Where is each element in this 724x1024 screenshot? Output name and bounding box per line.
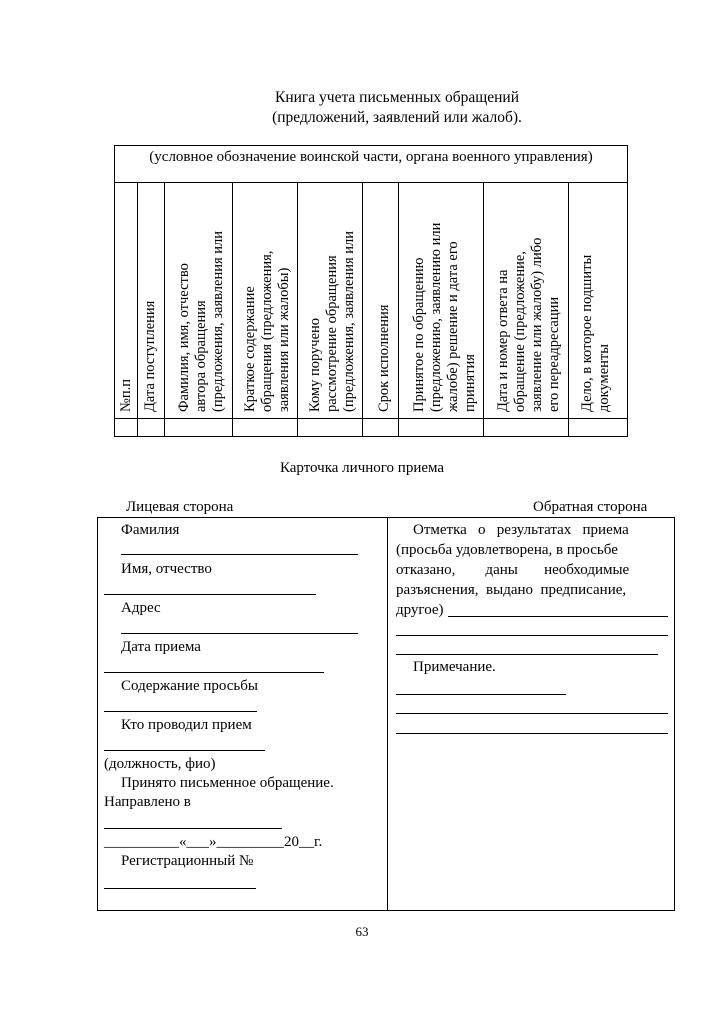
col-header-response: Дата и номер ответа на обращение (предложение, заявление или жалобу) либо его переадресации — [495, 237, 562, 412]
sent-to-label: Направлено в — [104, 794, 191, 810]
back-line5: другое) — [396, 602, 444, 618]
address-line — [121, 633, 358, 634]
col-header-number: №п.п — [118, 379, 134, 412]
col-header-assigned-to: Кому поручено рассмотрение обращения (предложения, заявления или — [307, 230, 357, 412]
note-label: Примечание. — [413, 659, 496, 675]
address-label: Адрес — [121, 600, 161, 616]
date-label: Дата приема — [121, 639, 201, 655]
col-divider — [483, 183, 484, 437]
back-line4: разъяснения, выдано предписание, — [396, 582, 627, 598]
back-line3: отказано, даны необходимые — [396, 562, 630, 578]
back-line1: Отметка о результатах приема — [413, 522, 629, 538]
note-line — [396, 713, 668, 714]
back-fill-line — [448, 616, 668, 617]
card-title: Карточка личного приема — [279, 460, 445, 476]
name-line — [104, 594, 316, 595]
col-header-summary: Краткое содержание обращения (предложения, заявления или жалобы) — [242, 250, 292, 412]
col-header-deadline: Срок исполнения — [376, 304, 392, 412]
back-side-label: Обратная сторона — [533, 499, 648, 515]
date-line — [104, 672, 324, 673]
table-header: (условное обозначение воинской части, органа военного управления) — [114, 145, 628, 183]
page-number: 63 — [355, 924, 369, 939]
back-line2: (просьба удовлетворена, в просьбе — [396, 542, 618, 558]
book-title — [0, 88, 724, 128]
col-divider — [568, 183, 569, 437]
col-divider — [164, 183, 165, 437]
content-line — [104, 711, 257, 712]
col-divider — [297, 183, 298, 437]
col-header-author: Фамилия, имя, отчество автора обращения (предложения, заявления или — [176, 230, 226, 412]
row-divider — [115, 418, 627, 419]
col-header-date-received: Дата поступления — [142, 300, 158, 412]
surname-label: Фамилия — [121, 522, 180, 538]
conductor-label: Кто проводил прием — [121, 717, 252, 733]
content-label: Содержание просьбы — [121, 678, 258, 694]
col-divider — [137, 183, 138, 437]
date-line-text: __________«___»_________20__г. — [104, 834, 323, 850]
note-line — [396, 694, 566, 695]
note-line — [396, 733, 668, 734]
col-divider — [362, 183, 363, 437]
back-fill-line — [396, 635, 668, 636]
back-fill-line — [396, 654, 658, 655]
sent-to-line — [104, 828, 282, 829]
front-side-label: Лицевая сторона — [126, 499, 234, 515]
col-divider — [232, 183, 233, 437]
card-divider — [387, 517, 388, 911]
col-header-case-file: Дело, в которое подшиты документы — [579, 254, 612, 412]
reg-line — [104, 888, 256, 889]
reg-label: Регистрационный № — [121, 853, 254, 869]
accepted-label: Принято письменное обращение. — [121, 775, 334, 791]
col-header-decision: Принятое по обращению (предложению, заявлению или жалобе) решение и дата его принятия — [411, 222, 478, 412]
surname-line — [121, 554, 358, 555]
book-title-line2: (предложений, заявлений или жалоб). — [272, 109, 522, 126]
register-table — [114, 183, 628, 437]
col-divider — [398, 183, 399, 437]
conductor-line — [104, 750, 265, 751]
name-label: Имя, отчество — [121, 561, 212, 577]
position-label: (должность, фио) — [104, 756, 216, 772]
book-title-line1: Книга учета письменных обращений — [274, 89, 519, 106]
